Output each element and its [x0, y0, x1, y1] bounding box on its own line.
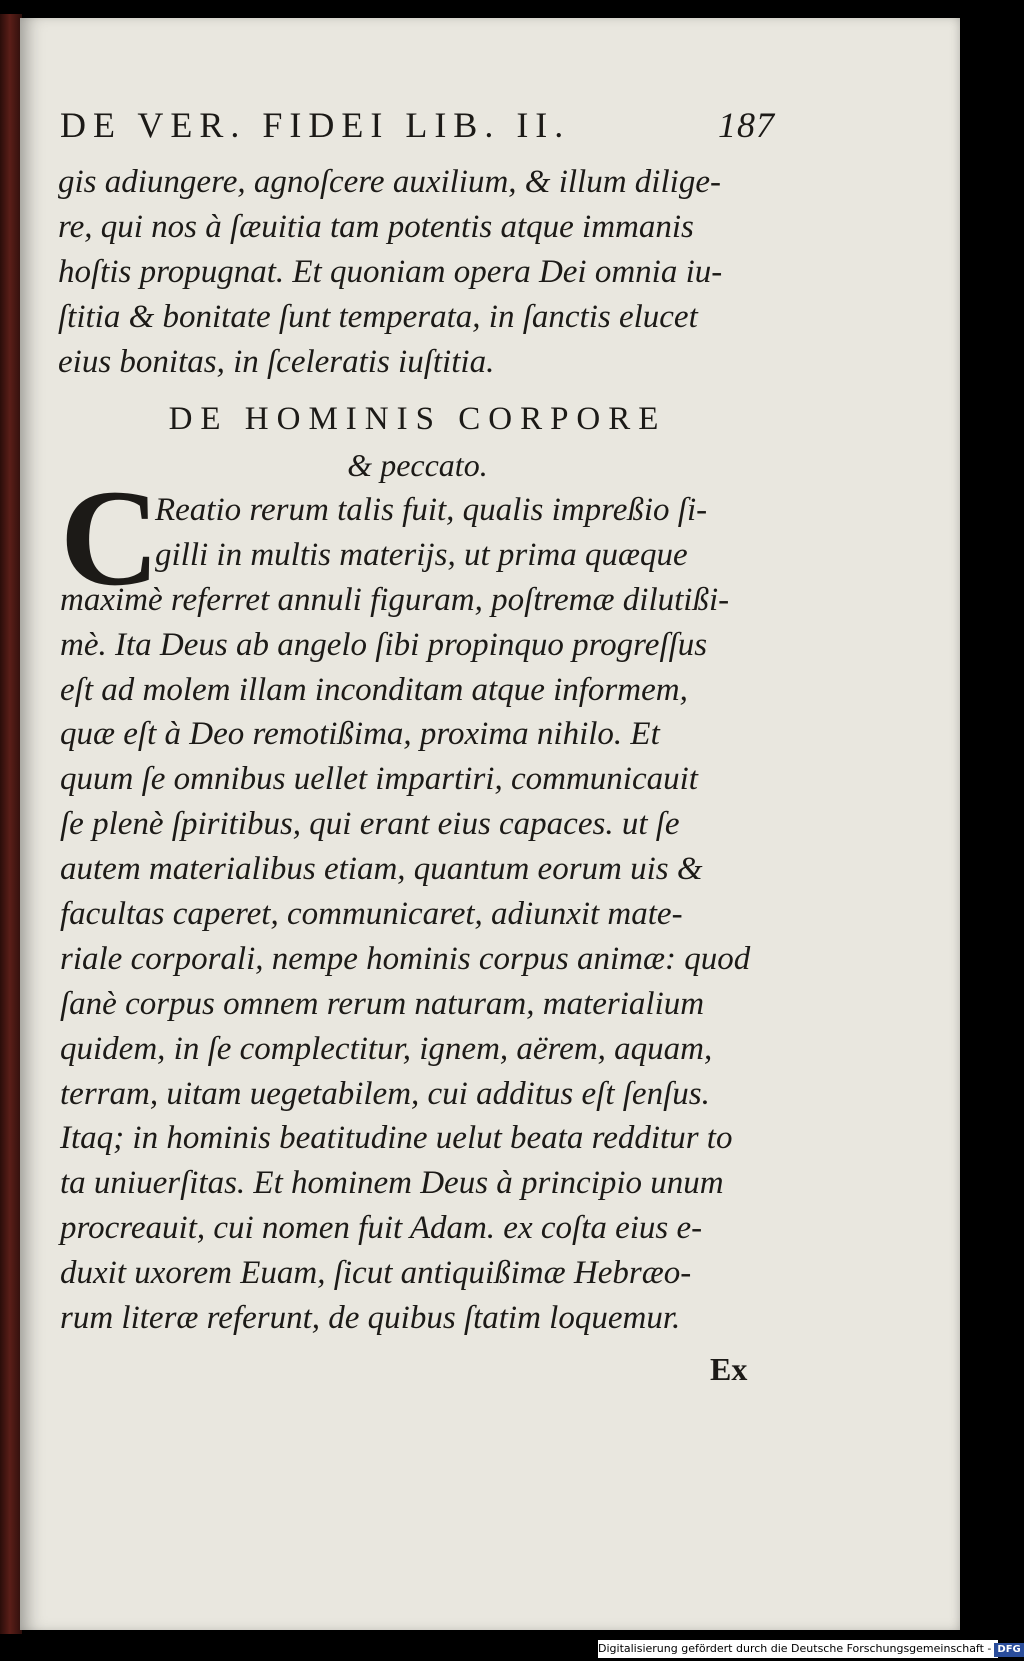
text-line: duxit uxorem Euam, ſicut antiquißimæ Hebræo-: [60, 1255, 692, 1292]
section-heading-line1: DE HOMINIS CORPORE: [168, 401, 667, 437]
book-spine-edge: [0, 14, 22, 1634]
running-header: [60, 104, 775, 154]
credit-text: Digitalisierung gefördert durch die Deutsche Forschungsgemeinschaft -: [598, 1642, 992, 1655]
text-line: riale corporali, nempe hominis corpus animæ: quod: [60, 940, 751, 977]
text-line: ſe plenè ſpiritibus, qui erant eius capaces. ut ſe: [60, 806, 680, 843]
text-line: Itaq; in hominis beatitudine uelut beata redditur to: [60, 1120, 733, 1157]
text-line: ſanè corpus omnem rerum naturam, materialium: [60, 985, 705, 1022]
text-line: mè. Ita Deus ab angelo ſibi propinquo progreſſus: [60, 626, 708, 663]
text-line: facultas caperet, communicaret, adiunxit mate-: [60, 896, 683, 933]
running-title: DE VER. FIDEI LIB. II.: [60, 105, 571, 145]
section-heading: [60, 396, 775, 488]
text-line: quidem, in ſe complectitur, ignem, aërem, aquam,: [60, 1030, 713, 1067]
text-line: eſt ad molem illam inconditam atque informem,: [60, 671, 688, 708]
book-page: [20, 18, 960, 1630]
text-line: re, qui nos à ſæuitia tam potentis atque immanis: [58, 209, 694, 245]
text-line: quum ſe omnibus uellet impartiri, communicauit: [60, 761, 698, 798]
digitization-credit: [598, 1640, 1021, 1658]
drop-cap-initial: C: [60, 461, 160, 614]
text-line: Reatio rerum talis fuit, qualis impreßio ſi-: [155, 492, 708, 528]
text-line: eius bonitas, in ſceleratis iuſtitia.: [58, 344, 495, 380]
text-line: gilli in multis materijs, ut prima quæque: [155, 536, 688, 573]
text-line: rum literæ referunt, de quibus ſtatim loquemur.: [60, 1300, 681, 1337]
opening-paragraph: [58, 160, 773, 385]
section-heading-line2: & peccato.: [347, 447, 488, 483]
text-line: ta uniuerſitas. Et hominem Deus à principio unum: [60, 1165, 724, 1202]
text-line: terram, uitam uegetabilem, cui additus eſt ſenſus.: [60, 1075, 710, 1112]
catchword: Ex: [710, 1351, 748, 1387]
dfg-logo: DFG: [994, 1643, 1023, 1657]
text-line: gis adiungere, agnoſcere auxilium, & illum dilige-: [58, 164, 721, 200]
page-number: 187: [718, 105, 775, 145]
text-line: autem materialibus etiam, quantum eorum uis &: [60, 851, 703, 888]
text-line: maximè referret annuli figuram, poſtremæ dilutißi-: [60, 581, 730, 618]
text-line: quæ eſt à Deo remotißima, proxima nihilo. Et: [60, 716, 660, 753]
text-line: procreauit, cui nomen fuit Adam. ex coſta eius e-: [60, 1210, 703, 1247]
text-line: hoſtis propugnat. Et quoniam opera Dei omnia iu-: [58, 254, 723, 290]
text-line: ſtitia & bonitate ſunt temperata, in ſanctis elucet: [58, 299, 698, 335]
